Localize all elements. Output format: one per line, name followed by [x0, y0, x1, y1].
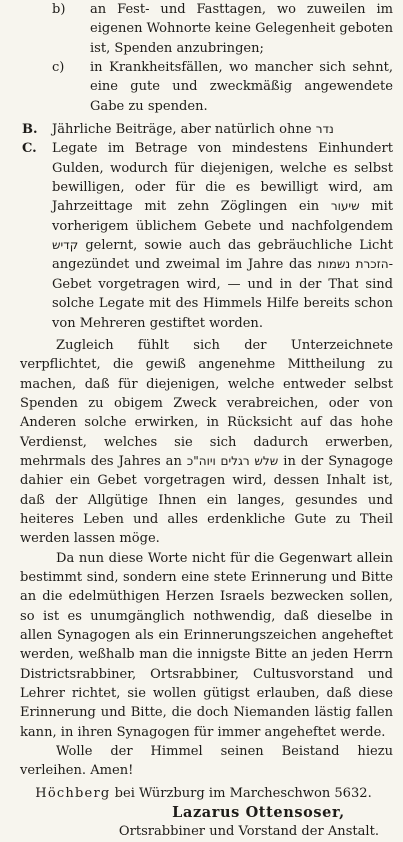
list-item-c — [52, 58, 393, 116]
hebrew-term: שיעור — [330, 199, 360, 214]
section-text: mit vorherigem üblichem Gebete und nachfolgendem — [52, 199, 393, 234]
section-marker: C. — [22, 141, 37, 157]
hebrew-term: קדיש — [52, 238, 79, 253]
date-text: bei Würzburg im Marcheschwon 5632. — [114, 785, 372, 801]
section-c — [22, 139, 393, 332]
section-b — [22, 120, 393, 139]
paragraph-text: in der Synagoge dahier ein Gebet vorgetragen wird, dessen Inhalt ist, daß der Allgütige Ihnen ein langes, gesundes und heiteres Leben und alles erdenkliche Gute zu Theil werden lassen möge. — [20, 453, 393, 547]
list-text: an Fest- und Fasttagen, wo zuweilen im eigenen Wohnorte keine Gelegenheit geboten ist, Spenden anzubringen; — [90, 2, 393, 56]
section-text: Legate im Betrage von mindestens Einhundert Gulden, wodurch für diejenigen, welche es selbst bewilligen, oder für die es bewilligt wird, am Jahrzeittage mit zehn Zöglingen ein — [52, 141, 393, 215]
place-date-line — [14, 784, 393, 803]
paragraph-notice — [20, 336, 393, 549]
list-marker: c) — [52, 60, 65, 76]
place-name: Höchberg — [35, 785, 111, 801]
signature-name: Lazarus Ottensoser, — [172, 804, 345, 822]
list-text: in Krankheitsfällen, wo mancher sich sehnt, eine gute und zweckmäßig angewendete Gabe zu spenden. — [90, 60, 393, 114]
section-text: -Gebet vorgetragen wird, — und in der That sind solche Legate mit des Himmels Hilfe bereits schon von Mehreren gestiftet worden. — [52, 257, 393, 331]
hebrew-term: הזכרת נשמות — [317, 257, 389, 272]
hebrew-term: נדר — [315, 122, 334, 137]
section-text: Jährliche Beiträge, aber natürlich ohne — [52, 122, 312, 138]
signature-title: Ortsrabbiner und Vorstand der Anstalt. — [118, 824, 379, 840]
section-marker: B. — [22, 122, 38, 138]
list-marker: b) — [52, 2, 66, 17]
paragraph-request: Da nun diese Worte nicht für die Gegenwart allein bestimmt sind, sondern eine stete Erinnerung und Bitte an die edelmüthigen Herzen Israels bezwecken sollen, so ist es unumgänglich nothwendig, daß dieselbe in allen Synagogen als ein Erinnerungszeichen angeheftet werden, weßhalb man die innigste Bitte an jeden Herrn Districtsrabbiner, Ortsrabbiner, Cultusvorstand und Lehrer richtet, sie wollen gütigst erlauben, daß diese Erinnerung und Bitte, die doch Niemanden lästig fallen kann, in ihren Synagogen für immer angeheftet werde. — [20, 550, 393, 740]
paragraph-text: Zugleich fühlt sich der Unterzeichnete verpflichtet, die gewiß angenehme Mittheilung zu machen, daß für diejenigen, welche entweder selbst Spenden zu obigem Zweck verabreichen, oder von Anderen solche erwirken, in Rücksicht auf das hohe Verdienst, welches sie sich dadurch erwerben, mehrmals des Jahres an — [20, 337, 393, 469]
list-item-b — [52, 0, 393, 58]
hebrew-term: שלש רגלים ויוה"כ — [186, 453, 279, 468]
section-text: gelernt, sowie auch das gebräuchliche Licht angezündet und zweimal im Jahre das — [52, 238, 393, 273]
paragraph-blessing: Wolle der Himmel seinen Beistand hiezu verleihen. Amen! — [20, 744, 393, 779]
